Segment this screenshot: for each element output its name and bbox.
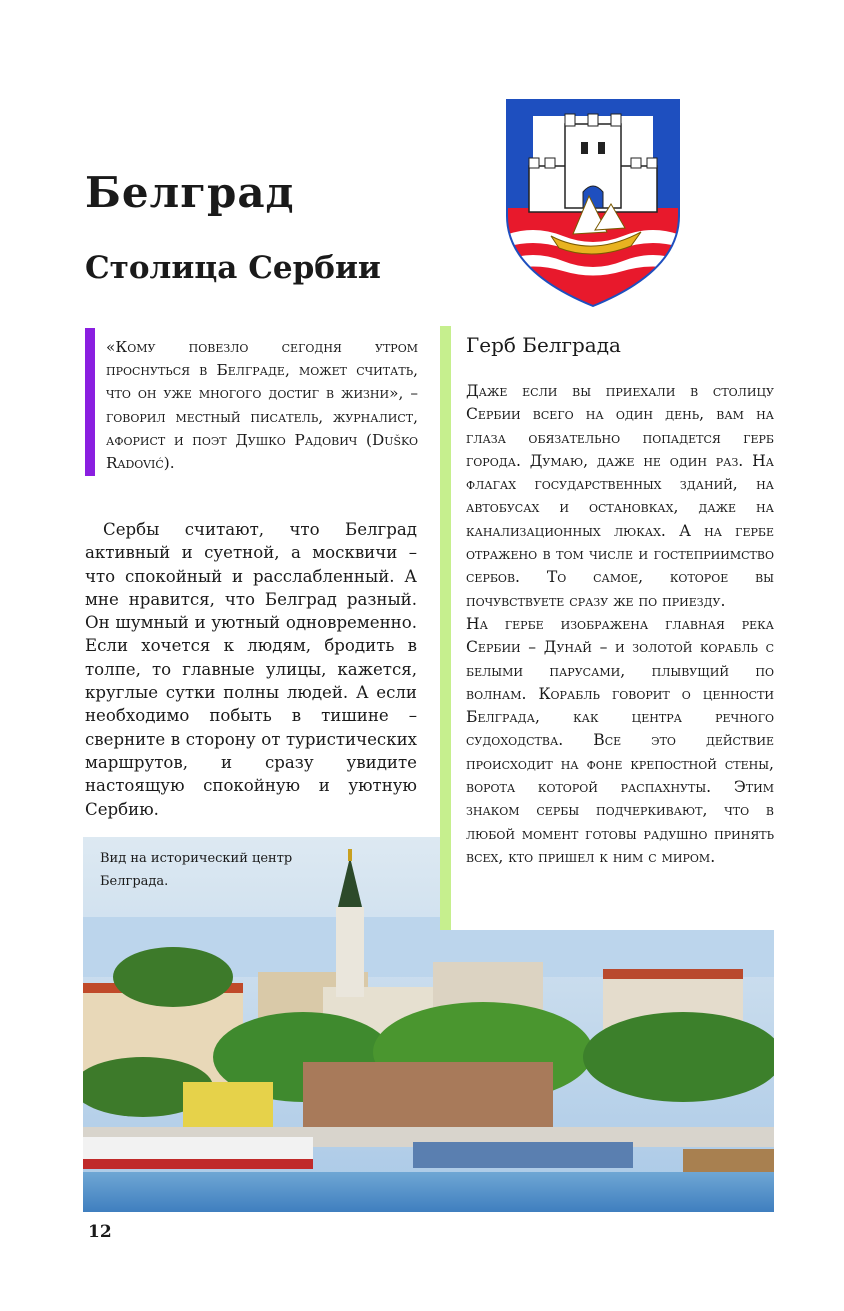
page-subtitle: Столица Сербии xyxy=(85,250,381,286)
body-paragraph: Сербы считают, что Белград активный и суетной, а москвичи – что спокойный и расслабленный. А мне нравится, что Белград разный. Он шумный и уютный одновременно. Если хочется к людям, бродить в толпе, то главные улицы, кажется, круглые сутки полны людей. А если необходимо побыть в тишине – сверните в сторону от туристических маршрутов, и сразу увидите настоящую спокойную и уютную Сербию. xyxy=(85,520,417,819)
sidebar-paragraph: Даже если вы приехали в столицу Сербии всего на один день, вам на глаза обязательно попадется герб города. Думаю, даже не один раз. На флагах государственных зданий, на автобусах и остановках, даже на канализационных люках. А на гербе отражено в том числе и гостеприимство сербов. То самое, которое вы почувствуете сразу же по приезду. xyxy=(466,382,774,610)
page-title: Белград xyxy=(85,168,295,217)
belgrade-coat-of-arms-icon xyxy=(503,96,683,308)
sidebar-accent-bar xyxy=(440,326,451,930)
quote-accent-bar xyxy=(85,328,95,476)
sidebar-text xyxy=(466,380,774,869)
photo-caption: Вид на исторический центр Белграда. xyxy=(100,851,293,889)
sidebar-paragraph: На гербе изображена главная река Сербии – Дунай – и золотой корабль с белыми парусами, плывущий по волнам. Корабль говорит о ценности Белграда, как центра речного судоходства. Все это действие происходит на фоне крепостной стены, ворота которой распахнуты. Этим знаком сербы подчеркивают, что в любой момент готовы радушно принять всех, кто пришел к ним с миром. xyxy=(466,614,774,866)
quote-text: «Кому повезло сегодня утром проснуться в Белграде, может считать, что он уже многого достиг в жизни», – говорил местный писатель, журналист, афорист и поэт Душко Радович (Duško Radović). xyxy=(106,338,418,473)
sidebar-title: Герб Белграда xyxy=(466,333,621,357)
page-number: 12 xyxy=(88,1222,112,1242)
